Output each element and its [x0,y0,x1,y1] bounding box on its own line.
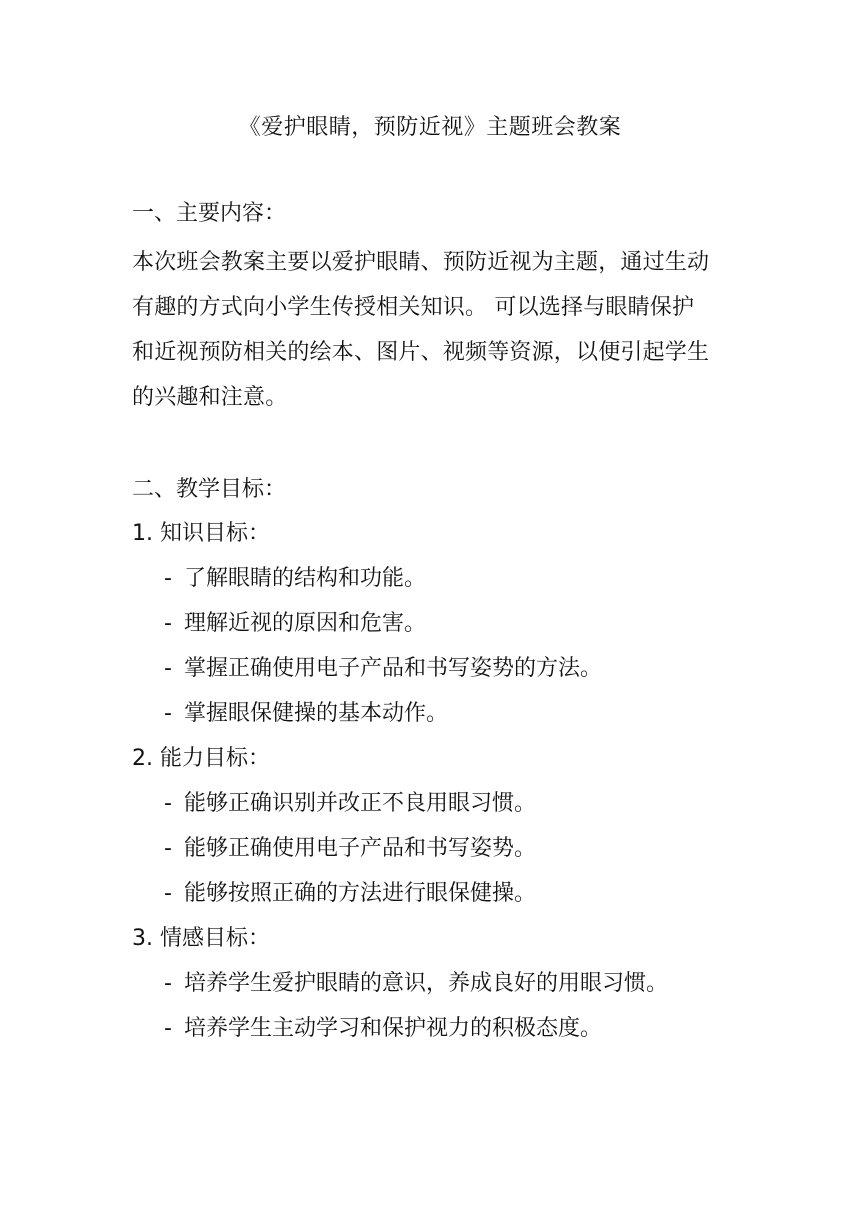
paragraph-line: 的兴趣和注意。 [132,385,288,410]
bullet-dash: - [164,881,172,906]
paragraph-line: 和近视预防相关的绘本、图片、视频等资源，以便引起学生 [132,340,710,365]
goal-emotion [132,923,270,955]
goal-item-text: 能够按照正确的方法进行眼保健操。 [184,881,537,906]
goal-label: 情感目标： [160,926,271,951]
bullet-dash: - [164,836,172,861]
goal-item-text: 理解近视的原因和危害。 [184,611,427,636]
bullet-dash: - [164,566,172,591]
goal-item [164,698,448,730]
section-heading-teaching-goals: 二、教学目标： [132,477,287,502]
goal-item [164,788,536,820]
goal-number: 2. [132,746,153,771]
goal-item [164,833,536,865]
section-heading-main-content: 一、主要内容： [132,201,287,226]
goal-item [164,563,426,595]
goal-ability [132,743,270,775]
bullet-dash: - [164,1016,172,1041]
bullet-dash: - [164,701,172,726]
bullet-dash: - [164,656,172,681]
paragraph-line: 有趣的方式向小学生传授相关知识。 可以选择与眼睛保护 [132,295,695,320]
paragraph-line: 本次班会教案主要以爱护眼睛、预防近视为主题，通过生动 [132,250,710,275]
goal-item [164,1013,602,1045]
goal-label: 知识目标： [160,521,271,546]
goal-item [164,653,602,685]
goal-item [164,878,536,910]
goal-item-text: 了解眼睛的结构和功能。 [184,566,427,591]
goal-label: 能力目标： [160,746,271,771]
goal-item-text: 掌握正确使用电子产品和书写姿势的方法。 [184,656,603,681]
bullet-dash: - [164,971,172,996]
goal-number: 3. [132,926,153,951]
goal-item-text: 能够正确识别并改正不良用眼习惯。 [184,791,537,816]
goal-item-text: 培养学生主动学习和保护视力的积极态度。 [184,1016,603,1041]
goal-number: 1. [132,521,153,546]
goal-item [164,608,426,640]
main-content-paragraph [132,240,732,420]
goal-item-text: 能够正确使用电子产品和书写姿势。 [184,836,537,861]
goal-knowledge [132,518,270,550]
bullet-dash: - [164,611,172,636]
bullet-dash: - [164,791,172,816]
goal-item [164,968,668,1000]
document-title: 《爱护眼睛，预防近视》主题班会教案 [238,115,622,140]
goal-item-text: 培养学生爱护眼睛的意识，养成良好的用眼习惯。 [184,971,669,996]
goal-item-text: 掌握眼保健操的基本动作。 [184,701,449,726]
